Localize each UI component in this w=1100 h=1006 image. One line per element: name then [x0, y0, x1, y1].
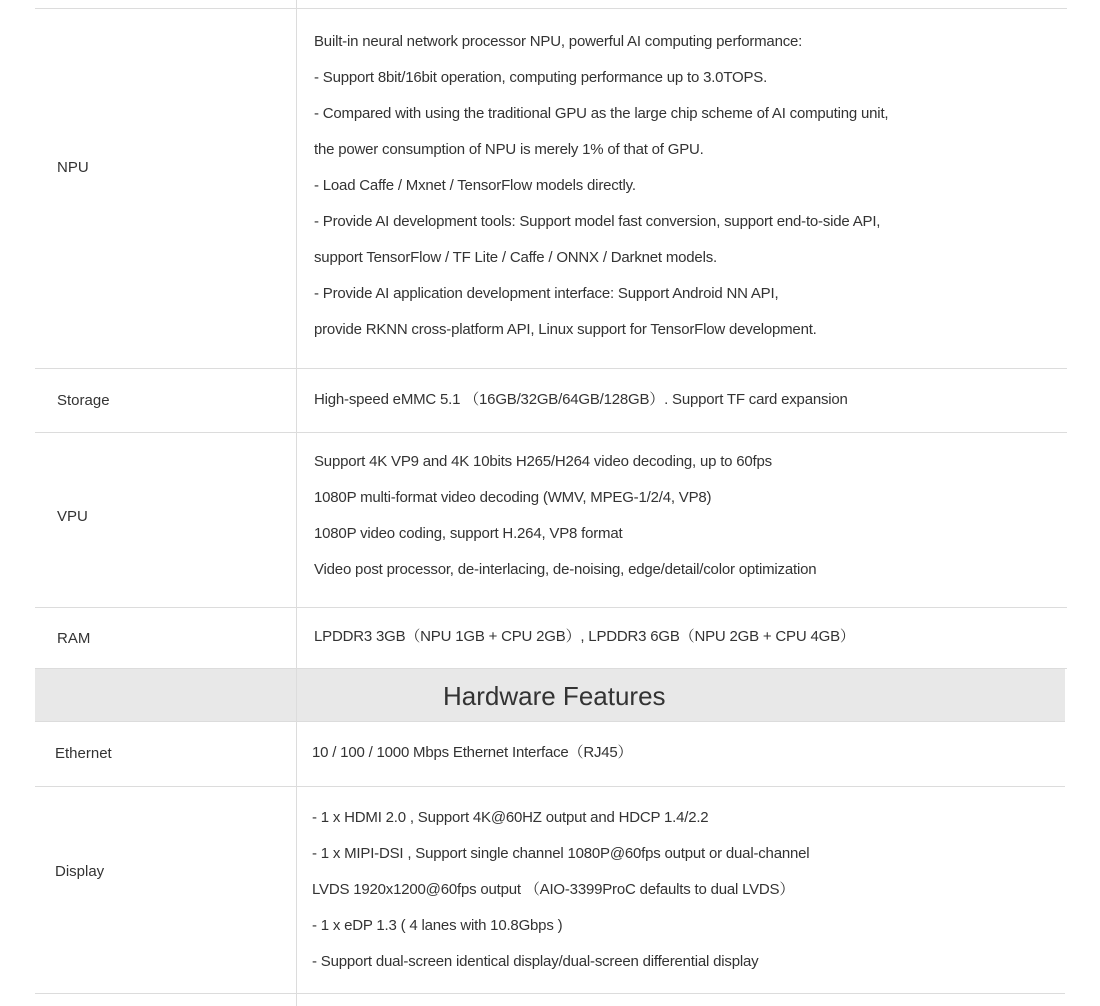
spec-line: the power consumption of NPU is merely 1% of that of GPU. [314, 141, 704, 158]
section-title: Hardware Features [443, 681, 666, 711]
spec-line: - Compared with using the traditional GPU as the large chip scheme of AI computing unit, [314, 105, 889, 122]
spec-line: LPDDR3 3GB（NPU 1GB + CPU 2GB）, LPDDR3 6GB（NPU 2GB + CPU 4GB） [314, 628, 855, 645]
spec-line: - Support 8bit/16bit operation, computing performance up to 3.0TOPS. [314, 69, 768, 86]
spec-value [314, 24, 1054, 348]
spec-line: support TensorFlow / TF Lite / Caffe / ONNX / Darknet models. [314, 249, 717, 266]
spec-line: - 1 x HDMI 2.0 , Support 4K@60HZ output and HDCP 1.4/2.2 [312, 809, 709, 826]
spec-value [312, 735, 1052, 771]
spec-line: - 1 x eDP 1.3 ( 4 lanes with 10.8Gbps ) [312, 917, 563, 934]
spec-row-npu [35, 9, 1067, 369]
spec-row-ram [35, 608, 1067, 669]
spec-row-next [35, 994, 1065, 1006]
spec-row-ethernet [35, 722, 1065, 787]
spec-row-storage [35, 369, 1067, 433]
spec-line: 1080P multi-format video decoding (WMV, MPEG-1/2/4, VP8) [314, 489, 712, 506]
column-divider [296, 369, 297, 432]
spec-label: VPU [57, 508, 88, 525]
spec-line: 10 / 100 / 1000 Mbps Ethernet Interface（RJ45） [312, 744, 633, 761]
spec-line: 1080P video coding, support H.264, VP8 format [314, 525, 623, 542]
column-divider [296, 787, 297, 993]
spec-value [314, 444, 1054, 588]
column-divider [296, 722, 297, 786]
section-header-hardware-features [35, 669, 1065, 722]
column-divider [296, 608, 297, 668]
spec-line: LVDS 1920x1200@60fps output （AIO-3399ProC defaults to dual LVDS） [312, 881, 795, 898]
spec-value [314, 382, 1054, 418]
column-divider [296, 994, 297, 1006]
spec-line: - 1 x MIPI-DSI , Support single channel 1080P@60fps output or dual-channel [312, 845, 810, 862]
spec-label: Storage [57, 392, 110, 409]
spec-line: - Provide AI development tools: Support model fast conversion, support end-to-side API, [314, 213, 881, 230]
spec-line: - Support dual-screen identical display/dual-screen differential display [312, 953, 759, 970]
spec-row-vpu [35, 433, 1067, 608]
spec-label: RAM [57, 630, 91, 647]
spec-line: High-speed eMMC 5.1 （16GB/32GB/64GB/128GB）. Support TF card expansion [314, 391, 848, 408]
spec-line: Video post processor, de-interlacing, de-noising, edge/detail/color optimization [314, 561, 817, 578]
spec-line: provide RKNN cross-platform API, Linux support for TensorFlow development. [314, 321, 817, 338]
column-divider [296, 433, 297, 607]
column-divider [296, 0, 297, 8]
spec-label: Display [55, 863, 105, 880]
spec-line: - Load Caffe / Mxnet / TensorFlow models directly. [314, 177, 636, 194]
spec-value [312, 800, 1052, 980]
spec-label: Ethernet [55, 745, 112, 762]
spec-table [35, 0, 1067, 1006]
spec-line: Built-in neural network processor NPU, powerful AI computing performance: [314, 33, 803, 50]
spec-line: Support 4K VP9 and 4K 10bits H265/H264 video decoding, up to 60fps [314, 453, 772, 470]
spec-line: - Provide AI application development interface: Support Android NN API, [314, 285, 779, 302]
spec-label: NPU [57, 159, 89, 176]
column-divider [296, 669, 297, 721]
column-divider [296, 9, 297, 368]
spec-row-display [35, 787, 1065, 994]
spec-value [314, 619, 1054, 655]
